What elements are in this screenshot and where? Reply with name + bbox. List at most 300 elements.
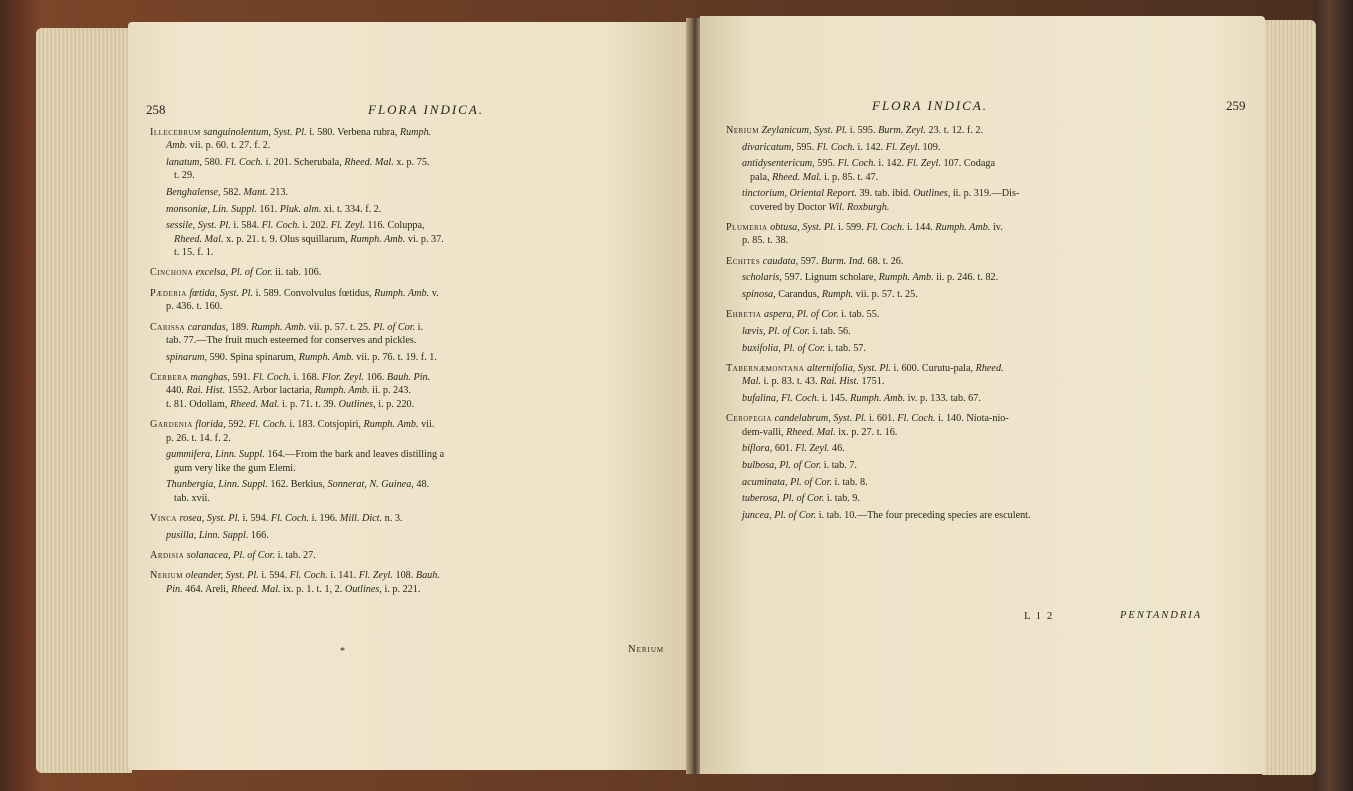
entry-text: lanatum, (166, 157, 202, 168)
entry-text: Carissa (150, 321, 186, 333)
entry-text: Fl. Zeyl. (885, 141, 920, 153)
entry-text: Linn. Suppl. (215, 449, 265, 461)
entry-line (726, 255, 1246, 268)
entry-text: Fl. Coch. (866, 222, 905, 233)
entry-text: 107. Codaga (940, 158, 995, 170)
entry (726, 459, 1246, 472)
entry-line (150, 351, 670, 364)
entry-text: Pl. of Cor. (774, 509, 817, 521)
entry-text: alternifolia, (806, 363, 856, 374)
entry (726, 187, 1246, 214)
page-number-right: 259 (1226, 98, 1246, 113)
entry-text: Lin. Suppl. (212, 203, 257, 215)
entry-text: Burm. Zeyl. (878, 125, 926, 136)
entry-line (150, 478, 670, 491)
entry-text: lævis, (742, 326, 766, 337)
entry-text: Vinca (150, 513, 177, 525)
book-cover-edge (1313, 0, 1353, 791)
entry-text: p. 26. t. 14. f. 2. (166, 432, 231, 444)
entry-text: n. 3. (382, 513, 403, 525)
entry-text: Oriental Report. (789, 188, 857, 200)
entry-line (150, 462, 670, 475)
entry-line (726, 141, 1246, 154)
entry-text: i. 580. Verbena rubra, (306, 127, 400, 138)
entry-text: i. tab. 55. (838, 309, 880, 321)
entry-text: xi. t. 334. f. 2. (321, 203, 382, 215)
entry-text: solanacea, (186, 550, 231, 562)
entry-text: bulbosa, (742, 460, 777, 471)
entry-text: i. 140. Niota-nio- (935, 413, 1009, 425)
entry-text: ix. p. 1. t. 1, 2. (280, 583, 345, 595)
entry-text: Syst. Pl. (273, 127, 307, 138)
entry-text: pala, (750, 171, 773, 183)
entry-text: i. 202. (299, 220, 331, 232)
entry-text: Fl. Zeyl. (358, 570, 393, 582)
entry-text: 590. Spina spinarum, (207, 351, 299, 363)
entry (726, 392, 1246, 405)
entry-text: Cinchona (150, 267, 194, 279)
entry-text: juncea, (742, 509, 772, 521)
entry-text: i. 600. Curutu-pala, (890, 363, 976, 374)
entry-text: 597. (798, 255, 822, 267)
entry (726, 255, 1246, 268)
entry-text: Syst. Pl. (197, 220, 231, 232)
entry (726, 325, 1246, 338)
entry-text: vii. p. 76. t. 19. f. 1. (353, 351, 437, 363)
running-head-left: FLORA INDICA. (368, 102, 485, 117)
entry-text: i. 594. (258, 570, 290, 582)
entry-text: i. (415, 321, 424, 333)
entry-text: 464. Areli, (182, 583, 232, 595)
entry-text: Fl. Coch. (224, 157, 264, 168)
entry-text: tab. 77.—The fruit much esteemed for conserves and pickles. (166, 335, 417, 347)
entry-line (150, 300, 670, 313)
entry-text: Bauh. Pin. (386, 372, 431, 384)
entry-text: Pl. of Cor. (790, 476, 832, 488)
entry-text: Rheed. Mal. (772, 171, 822, 183)
entry-text: 440. (166, 385, 187, 397)
entry-text: Cerbera (150, 372, 188, 384)
entry-line (150, 384, 670, 397)
entry (726, 342, 1246, 355)
entry-text: Rheed. Mal. (229, 398, 280, 410)
entry-line (150, 448, 670, 461)
entry-text: Pl. of Cor. (796, 309, 839, 321)
entry-text: Benghalense, (166, 187, 221, 198)
entry-text: i. p. 85. t. 47. (821, 171, 879, 183)
entry-text: Fl. Coch. (781, 393, 820, 404)
entry-text: iv. p. 133. tab. 67. (905, 393, 981, 404)
right-page (700, 16, 1265, 774)
entry-line (726, 342, 1246, 355)
entry (726, 288, 1246, 301)
entry-text: p. 85. t. 38. (742, 235, 789, 247)
page-number-left: 258 (146, 102, 166, 117)
entry-line (150, 266, 670, 279)
entry-text: Rai. Hist. (186, 385, 226, 397)
entry-text: Pluk. alm. (279, 203, 322, 215)
entry-line (150, 334, 670, 347)
entry-text: Carandus, (775, 289, 822, 300)
entry-text: Rai. Hist. (820, 376, 859, 388)
entry-text: Fl. Zeyl. (330, 220, 365, 232)
entry-text: scholaris, (742, 272, 782, 284)
entry-text: obtusa, (770, 222, 800, 233)
entry (726, 141, 1246, 154)
entry-text: 189. (228, 321, 252, 333)
entry-text: caudata, (762, 255, 799, 267)
entry-text: i. 144. (904, 222, 936, 233)
entry-line (150, 156, 670, 169)
entry-text: vii. p. 57. t. 25. (306, 321, 374, 333)
entry-text: Fl. Coch. (897, 413, 936, 425)
entry-text: 597. Lignum scholare, (781, 272, 879, 284)
entry-text: vii. p. 60. t. 27. f. 2. (187, 140, 271, 152)
entry-line (726, 271, 1246, 284)
entry-line (150, 512, 670, 525)
entry (726, 308, 1246, 321)
entry-line (726, 412, 1246, 425)
page-edges-right (1262, 20, 1316, 775)
entry-text: i. tab. 7. (821, 460, 857, 471)
entry-text: i. 142. (854, 141, 886, 153)
entry-text: i. p. 220. (375, 398, 415, 410)
entry-text: i. p. 83. t. 43. (760, 376, 821, 388)
entry-text: Fl. Coch. (270, 513, 310, 525)
entry-text: i. tab. 10.—The four preceding species are esculent. (816, 509, 1031, 521)
entry-text: Rumph. Amb. (298, 351, 354, 363)
entry-text: fœtida, (189, 287, 218, 299)
entry-text: vi. p. 37. (405, 233, 444, 245)
entry-text: oleander, (185, 570, 224, 582)
entry-text: Pæderia (150, 287, 187, 299)
entry (150, 186, 670, 199)
entry-text: Outlines, (338, 398, 376, 410)
entry (150, 512, 670, 525)
entry-text: 23. t. 12. f. 2. (925, 125, 984, 136)
entry-text: p. 436. t. 160. (166, 301, 223, 313)
entry-text: v. (429, 287, 439, 299)
entry-line (150, 186, 670, 199)
entry-text: Flor. Zeyl. (321, 372, 364, 384)
entry-text: Syst. Pl. (833, 413, 867, 425)
entry-text: Mant. (243, 187, 268, 198)
entry-text: carandas, (187, 321, 229, 333)
entry-text: t. 81. Odollam, (166, 398, 230, 410)
entry (150, 549, 670, 562)
entry (726, 221, 1246, 248)
entry-text: Pin. (166, 583, 183, 595)
entry-text: Pl. of Cor. (768, 326, 810, 337)
entry-line (150, 219, 670, 232)
entry-text: Ehretia (726, 309, 762, 321)
entry-text: Syst. Pl. (857, 363, 891, 374)
entry-text: i. 168. (290, 372, 322, 384)
entry-text: aspera, (763, 309, 795, 321)
entry-text: Rumph. Amb. (363, 419, 419, 431)
entry-text: buxifolia, (742, 342, 781, 354)
entry (150, 203, 670, 216)
entry-text: Rheed. Mal. (786, 426, 836, 438)
entry-text: excelsa, (195, 267, 229, 279)
entry-text: Mill. Dict. (339, 513, 383, 525)
entry-text: florida, (195, 419, 226, 431)
entry-text: Rheed. Mal. (174, 233, 224, 245)
entry-line (726, 492, 1246, 505)
entry-text: 582. (220, 187, 244, 198)
entry-text: i. tab. 9. (824, 493, 860, 505)
entry-text: Echites (726, 255, 761, 267)
entry-text: Fl. Coch. (252, 372, 291, 384)
entry-text: 164.—From the bark and leaves distilling a (264, 449, 445, 461)
entry-text: i. 584. (230, 220, 262, 232)
entry-text: ii. p. 243. (369, 385, 411, 397)
entry-text: Illecebrum (150, 127, 201, 138)
catchword-left: Nerium (628, 644, 665, 655)
entry-text: Linn. Suppl. (218, 479, 268, 491)
entry-text: 109. (920, 141, 941, 153)
entry (726, 492, 1246, 505)
entry-text: 580. (201, 157, 225, 168)
entries-left (150, 126, 670, 599)
entry-text: ix. p. 27. t. 16. (835, 426, 898, 438)
entry-text: rosea, (179, 513, 205, 525)
page-edges-left (36, 28, 132, 773)
entry-text: Pl. of Cor. (373, 321, 416, 333)
entry-text: i. 601. (866, 413, 898, 425)
entry-text: 46. (829, 443, 845, 455)
entry-text: Thunbergia, (166, 479, 216, 491)
entry-text: i. 595. (847, 125, 879, 136)
entry-text: bufalina, (742, 393, 779, 404)
entry-text: i. 145. (819, 393, 851, 404)
entry-text: i. 589. Convolvulus fœtidus, (253, 287, 375, 299)
entry-text: ii. p. 319.—Dis- (950, 188, 1020, 200)
entry-text: covered by Doctor (750, 201, 829, 213)
entry-text: 592. (225, 419, 249, 431)
entry-line (726, 234, 1246, 247)
entry-text: antidysentericum, (742, 158, 815, 170)
entry-text: tuberosa, (742, 493, 780, 505)
entry-text: Syst. Pl. (225, 570, 259, 582)
entry-text: 595. (793, 141, 817, 153)
entry-text: Pl. of Cor. (783, 342, 826, 354)
entry-line (726, 362, 1246, 375)
entry-text: Rumph. Amb. (350, 233, 406, 245)
entry (150, 569, 670, 596)
entry-text: 108. (392, 570, 416, 582)
entry-text: i. 201. Scherubala, (263, 157, 345, 168)
entry (150, 219, 670, 259)
entry (150, 418, 670, 445)
entry-text: Fl. Coch. (816, 141, 855, 153)
entry-line (726, 288, 1246, 301)
entry-line (150, 371, 670, 384)
entry-text: i. 594. (239, 513, 271, 525)
entry-text: spinosa, (742, 289, 776, 300)
entry-text: 1751. (858, 376, 885, 388)
entry-text: i. p. 221. (381, 583, 421, 595)
entry (150, 478, 670, 505)
entry-line (726, 459, 1246, 472)
entry-text: candelabrum, (774, 413, 831, 425)
entry-text: Wil. Roxburgh. (828, 201, 890, 213)
entry-line (726, 201, 1246, 214)
catchword-right: PENTANDRIA (1120, 610, 1203, 621)
running-head-right: FLORA INDICA. (872, 98, 989, 113)
entry-line (150, 246, 670, 259)
entry-text: Fl. Coch. (289, 570, 328, 582)
entry-text: Rumph. Amb. (935, 222, 991, 233)
entry (726, 442, 1246, 455)
entry-text: 213. (267, 187, 288, 198)
entry-text: Fl. Zeyl. (906, 158, 941, 170)
entry-text: Tabernæmontana (726, 363, 805, 374)
entry-text: Nerium (150, 570, 183, 582)
entry-text: 48. (413, 479, 430, 491)
entry-text: i. 196. (309, 513, 340, 525)
entry-line (150, 287, 670, 300)
entry-text: sessile, (166, 220, 196, 232)
entry-line (150, 169, 670, 182)
entry-text: divaricatum, (742, 141, 794, 153)
entry-text: iv. (990, 222, 1003, 233)
entry-text: Rumph. Amb. (314, 385, 370, 397)
entry-line (150, 418, 670, 431)
entry-line (726, 375, 1246, 388)
entry (150, 448, 670, 475)
entry-text: Rheed. Mal. (344, 157, 394, 168)
entry-text: i. 141. (327, 570, 359, 582)
entry-text: Fl. Coch. (261, 220, 300, 232)
entry-line (150, 139, 670, 152)
entry-text: dem-valli, (742, 426, 787, 438)
entry-text: 162. Berkius, (267, 479, 328, 491)
entry-line (150, 529, 670, 542)
entry (726, 476, 1246, 489)
entry (726, 124, 1246, 137)
entry-text: i. 599. (835, 222, 867, 233)
entry-text: Rheed. (975, 363, 1004, 374)
entry-line (726, 509, 1246, 522)
entry-text: Rheed. Mal. (231, 583, 281, 595)
entry-line (726, 221, 1246, 234)
entry-text: Syst. Pl. (814, 125, 848, 136)
entry-text: ii. p. 246. t. 82. (933, 272, 999, 284)
entry-text: 1552. Arbor lactaria, (225, 385, 315, 397)
entry-text: acuminata, (742, 476, 788, 488)
entry-text: Rumph. (821, 289, 854, 300)
entry-text: vii. p. 57. t. 25. (853, 289, 918, 300)
entry (726, 157, 1246, 184)
entry-line (150, 583, 670, 596)
entry (150, 321, 670, 348)
entry-text: x. p. 75. (393, 157, 430, 168)
entry (726, 362, 1246, 389)
entry-line (726, 392, 1246, 405)
entry-text: Pl. of Cor. (230, 267, 273, 279)
entry-text: 595. (814, 158, 838, 170)
entry-line (726, 476, 1246, 489)
entry-text: Ceropegia (726, 413, 772, 425)
entry-line (150, 398, 670, 411)
entry-text: 161. (256, 203, 280, 215)
entry-text: manghas, (190, 372, 230, 384)
entry-line (150, 233, 670, 246)
entry-text: Plumeria (726, 222, 768, 233)
entry-text: Linn. Suppl. (198, 529, 249, 541)
entry-text: i. p. 71. t. 39. (279, 398, 339, 410)
signature-mark: L l 2 (1024, 610, 1055, 622)
entry (150, 351, 670, 364)
entry-text: i. tab. 8. (832, 476, 868, 488)
entry-text: Syst. Pl. (219, 287, 254, 299)
entry-text: Zeylanicum, (761, 125, 812, 136)
entry-text: Nerium (726, 125, 759, 136)
entry-text: biflora, (742, 443, 773, 455)
entry (726, 412, 1246, 439)
entry-line (150, 432, 670, 445)
entry-text: i. 183. Cotsjopiri, (286, 419, 364, 431)
entry-text: Rumph. Amb. (374, 287, 430, 299)
entry-line (150, 549, 670, 562)
entry-text: ii. tab. 106. (272, 267, 322, 279)
entry (726, 271, 1246, 284)
entry-text: Pl. of Cor. (779, 460, 822, 471)
entry-text: Burm. Ind. (821, 255, 865, 267)
entry-line (726, 426, 1246, 439)
entry-text: x. p. 21. t. 9. Olus squillarum, (223, 233, 351, 245)
entry-text: 106. (363, 372, 387, 384)
entry-line (726, 308, 1246, 321)
entry (150, 156, 670, 183)
entry (150, 371, 670, 411)
entry-line (726, 187, 1246, 200)
entry-text: monsoniæ, (166, 203, 210, 215)
entry-text: Rumph. (399, 127, 432, 138)
entry-text: Bauh. (415, 570, 440, 582)
entry-text: Sonnerat, (327, 479, 367, 491)
entry-text: Syst. Pl. (206, 513, 240, 525)
entries-right (726, 124, 1246, 525)
entry-text: pusilla, (166, 529, 197, 541)
entry-text: tab. xvii. (174, 492, 210, 504)
entry-text: 166. (248, 529, 269, 541)
entry-text: Fl. Zeyl. (795, 443, 830, 455)
entry-text: Rumph. Amb. (850, 393, 906, 404)
entry-text: Outlines, (344, 583, 382, 595)
entry-text: Gardenia (150, 419, 193, 431)
entry-line (726, 171, 1246, 184)
entry-text: vii. (418, 419, 435, 431)
entry-text: i. tab. 27. (275, 550, 316, 562)
entry-text: t. 15. f. 1. (174, 247, 214, 258)
entry-line (150, 203, 670, 216)
entry (150, 529, 670, 542)
entry-text: 601. (772, 443, 796, 455)
entry-text: Rumph. Amb. (878, 272, 934, 284)
entry-text: Amb. (166, 140, 188, 152)
left-page (128, 22, 688, 770)
entry-text: i. tab. 57. (825, 342, 866, 354)
entry-text: gum very like the gum Elemi. (174, 462, 296, 474)
entry-text: gummifera, (166, 449, 213, 461)
entry-line (150, 492, 670, 505)
entry-text: Pl. of Cor. (782, 493, 825, 505)
entry-text: Mal. (742, 376, 761, 388)
entry-line (726, 325, 1246, 338)
entry-text: spinarum, (166, 351, 208, 363)
